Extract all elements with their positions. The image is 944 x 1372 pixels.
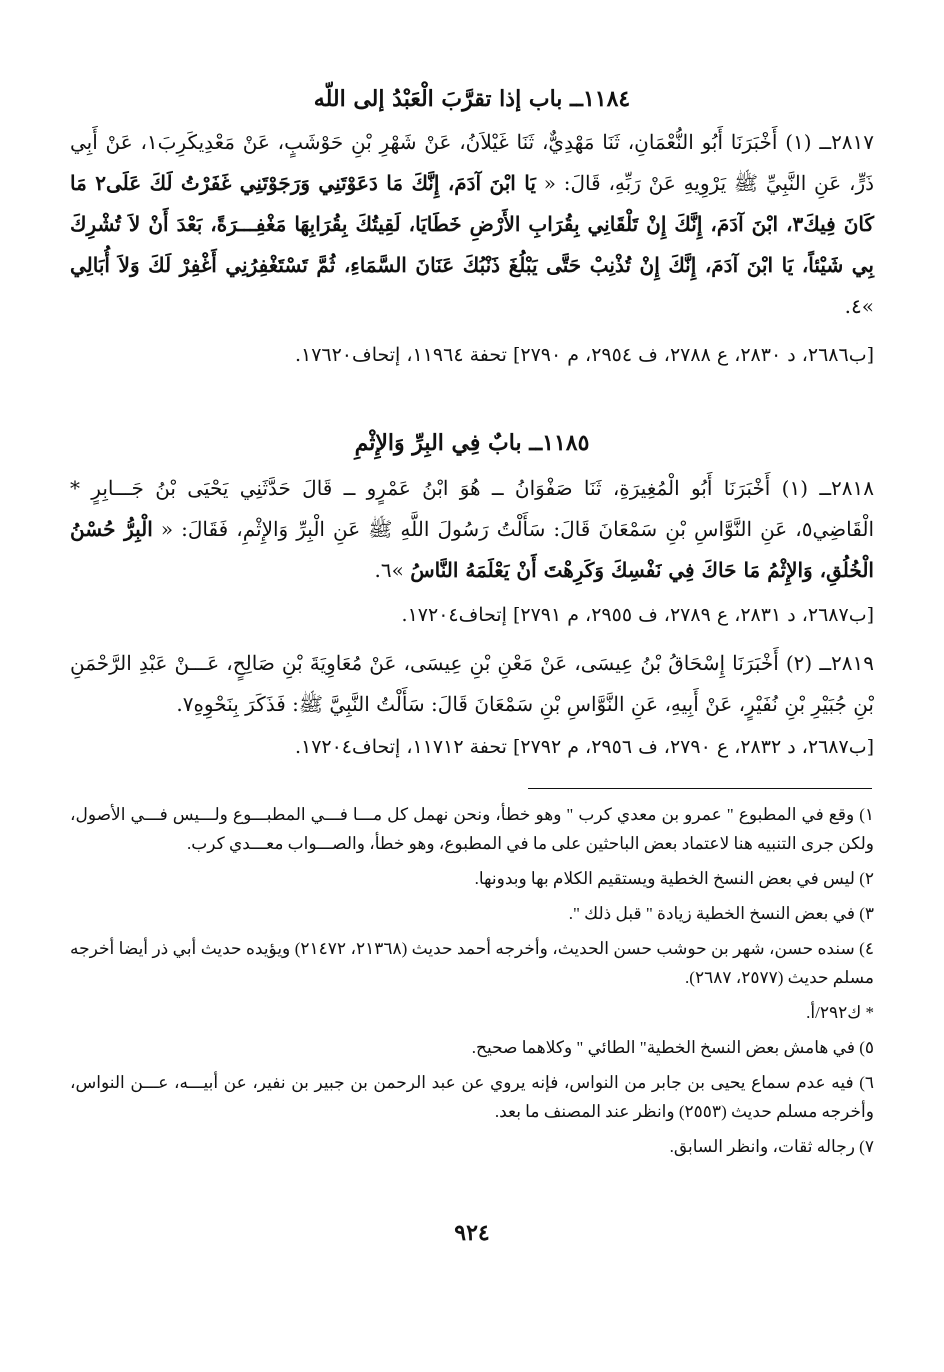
hadith-number: ٢٨١٨ــ (819, 476, 875, 500)
chapter-title-1185: ١١٨٥ــ بابٌ فِي البِرِّ وَالإِثْمِ (354, 430, 590, 456)
chapter-title-1184: ١١٨٤ــ باب إذا تقرَّبَ الْعَبْدُ إلى اللّه (313, 86, 631, 112)
hadith-matn: الْبِرُّ حُسْنُ الْخُلُقِ، وَالإِثْمُ مَا حَاكَ فِي نَفْسِكَ وَكَرِهْتَ أَنْ يَعْلَمَهُ النَّاسُ (70, 517, 874, 582)
hadith-quote-end: »٤. (844, 294, 874, 318)
hadith-2819 (70, 643, 874, 725)
footnotes (70, 800, 874, 1167)
footnote-1: ١) وقع في المطبوع " عمرو بن معدي كرب " وهو خطأ، ونحن نهمل كل مـــا فـــي المطبـــوع ولـــيس فـــي الأصول، ولكن جرى التنبيه هنا لاعتماد بعض الباحثين على ما في المطبوع، وهو خطأ، والصـــواب معـــدي كرب. (70, 805, 874, 853)
hadith-matn: يَا ابْنَ آدَمَ، إِنَّكَ مَا دَعَوْتَنِي وَرَجَوْتَنِي غَفَرْتُ لَكَ عَلَى٢ مَا كَانَ فِيكَ٣، ابْنَ آدَمَ، إِنَّكَ إِنْ تَلْقَانِي بِقُرَابِ الأَرْضِ خَطَايَا، لَقِيتُكَ بِقُرَابِهَا مَغْفِـــرَةً، بَعْدَ أَنْ لاَ تُشْرِكَ بِي شَيْئاً، يَا ابْنَ آدَمَ، إِنَّكَ إِنْ تُذْنِبْ حَتَّى يَبْلُغَ ذَنْبُكَ عَنَانَ السَّمَاءِ، ثُمَّ تَسْتَغْفِرُنِي أَغْفِرْ لَكَ وَلاَ أُبَالِي (70, 171, 874, 277)
hadith-isnad: (١) أَخْبَرَنَا أَبُو النُّعْمَانِ، ثَنَا مَهْدِيٌّ، ثَنَا غَيْلاَنُ، عَنْ شَهْرِ بْنِ حَوْشَبٍ، عَنْ مَعْدِيكَرِبَ١، عَنْ أَبِي ذَرٍّ، عَنِ النَّبِيِّ ﷺ يَرْوِيهِ عَنْ رَبِّهِ، قَالَ: « (70, 130, 875, 195)
footnote-divider (528, 788, 872, 789)
hadith-isnad: (١) أَخْبَرَنَا أَبُو الْمُغِيرَةِ، ثَنَا صَفْوَانُ ــ هُوَ ابْنُ عَمْرٍو ــ قَالَ حَدَّثَنِي يَحْيَى بْنُ جَـــابِرٍ * الْقَاضِي٥، عَنِ النَّوَّاسِ بْنِ سَمْعَانَ قَالَ: سَأَلْتُ رَسُولَ اللَّهِ ﷺ عَنِ الْبِرِّ وَالإِثْمِ، فَقَالَ: « (70, 476, 875, 541)
footnote-5: ٥) في هامش بعض النسخ الخطية" الطائي " وكلاهما صحيح. (471, 1038, 874, 1057)
footnote-3: ٣) في بعض النسخ الخطية زيادة " قبل ذلك ". (568, 904, 874, 923)
footnote-2: ٢) ليس في بعض النسخ الخطية ويستقيم الكلام بها وبدونها. (474, 869, 874, 888)
hadith-reference: [ب٢٦٨٦، د ٢٨٣٠، ع ٢٧٨٨، ف ٢٩٥٤، م ٢٧٩٠] تحفة ١١٩٦٤، إتحاف١٧٦٢٠. (294, 344, 874, 366)
hadith-text: (٢) أَخْبَرَنَا إِسْحَاقُ بْنُ عِيسَى، عَنْ مَعْنِ بْنِ عِيسَى، عَنْ مُعَاوِيَةَ بْنِ صَالِحٍ، عَـــنْ عَبْدِ الرَّحْمَنِ بْنِ جُبَيْرِ بْنِ نُفَيْرٍ، عَنْ أَبِيهِ، عَنِ النَّوَّاسِ بْنِ سَمْعَانَ قَالَ: سَأَلْتُ النَّبِيَّ ﷺ: فَذَكَرَ بِنَحْوِهِ٧. (70, 651, 874, 716)
hadith-2818 (70, 468, 874, 591)
hadith-reference: [ب٢٦٨٧، د ٢٨٣١، ع ٢٧٨٩، ف ٢٩٥٥، م ٢٧٩١] إتحاف١٧٢٠٤. (401, 604, 874, 626)
hadith-2817 (70, 122, 874, 327)
hadith-reference: [ب٢٦٨٧، د ٢٨٣٢، ع ٢٧٩٠، ف ٢٩٥٦، م ٢٧٩٢] تحفة ١١٧١٢، إتحاف١٧٢٠٤. (294, 736, 874, 758)
hadith-number: ٢٨١٧ــ (819, 130, 875, 154)
footnote-6: ٦) فيه عدم سماع يحيى بن جابر من النواس، فإنه يروي عن عبد الرحمن بن جبير بن نفير، عن أبيـــه، عـــن النواس، وأخرجه مسلم حديث (٢٥٥٣) وانظر عند المصنف ما بعد. (70, 1073, 874, 1121)
footnote-folio: * ك٢٩٢/أ. (806, 1003, 874, 1022)
page-number: ٩٢٤ (454, 1220, 490, 1246)
hadith-quote-end: »٦. (374, 558, 404, 582)
footnote-7: ٧) رجاله ثقات، وانظر السابق. (669, 1137, 874, 1156)
footnote-4: ٤) سنده حسن، شهر بن حوشب حسن الحديث، وأخرجه أحمد حديث (٢١٣٦٨، ٢١٤٧٢) ويؤيده حديث أبي ذر أيضا أخرجه مسلم حديث (٢٥٧٧، ٢٦٨٧). (70, 939, 874, 987)
hadith-number: ٢٨١٩ــ (819, 651, 875, 675)
